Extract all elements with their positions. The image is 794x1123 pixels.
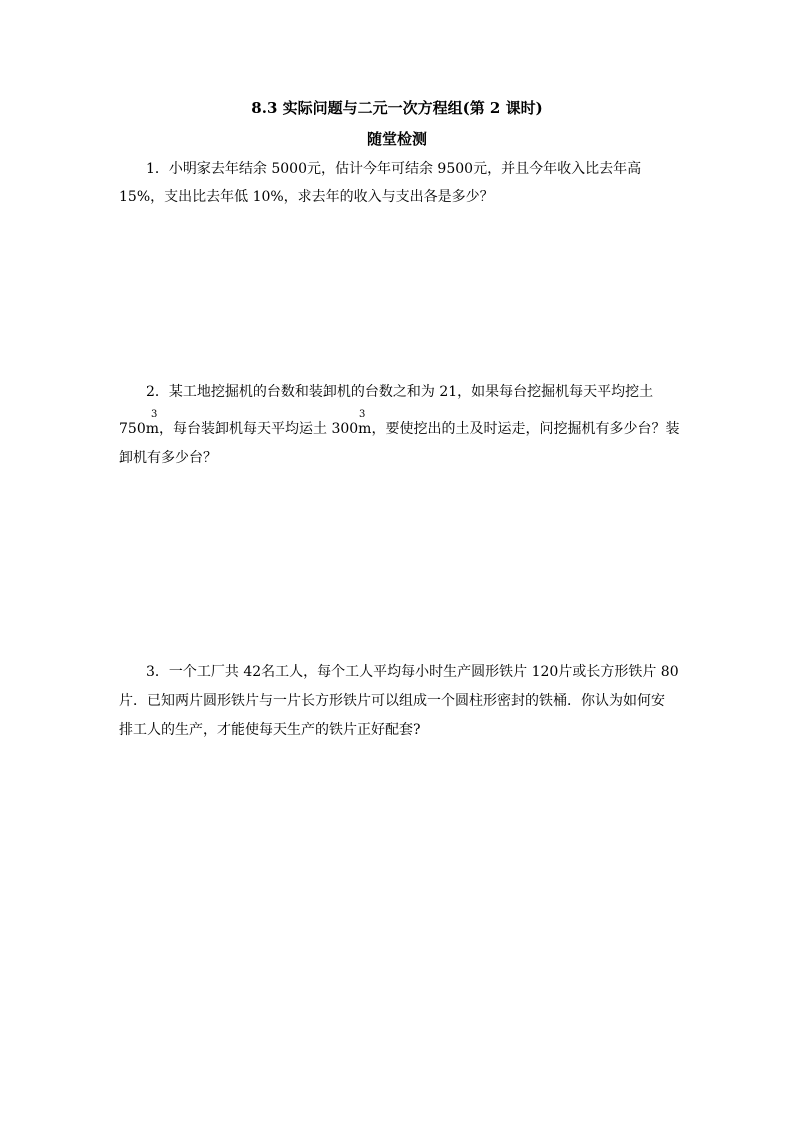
question-2-line-3: 卸机有多少台？ — [119, 450, 217, 466]
superscript-cubic-2: 3 — [359, 409, 366, 420]
question-1-line-2: 15%，支出比去年低 10%，求去年的收入与支出各是多少？ — [119, 189, 494, 205]
question-2-line-2: 750m，每台装卸机每天平均运土 300m，要使挖出的土及时运走，问挖掘机有多少台？装 — [119, 421, 680, 437]
question-2-line-1: 2．某工地挖掘机的台数和装卸机的台数之和为 21，如果每台挖掘机每天平均挖土 — [146, 384, 654, 400]
question-3-line-2: 片．已知两片圆形铁片与一片长方形铁片可以组成一个圆柱形密封的铁桶．你认为如何安 — [119, 693, 665, 709]
question-1-line-1: 1．小明家去年结余 5000元，估计今年可结余 9500元，并且今年收入比去年高 — [146, 161, 642, 177]
question-3-line-1: 3．一个工厂共 42名工人，每个工人平均每小时生产圆形铁片 120片或长方形铁片 80 — [146, 664, 679, 680]
question-3-line-3: 排工人的生产，才能使每天生产的铁片正好配套? — [119, 722, 421, 738]
superscript-cubic-1: 3 — [151, 409, 158, 420]
page-subtitle: 随堂检测 — [366, 130, 427, 148]
page-title: 8.3 实际问题与二元一次方程组(第 2 课时) — [251, 99, 543, 117]
